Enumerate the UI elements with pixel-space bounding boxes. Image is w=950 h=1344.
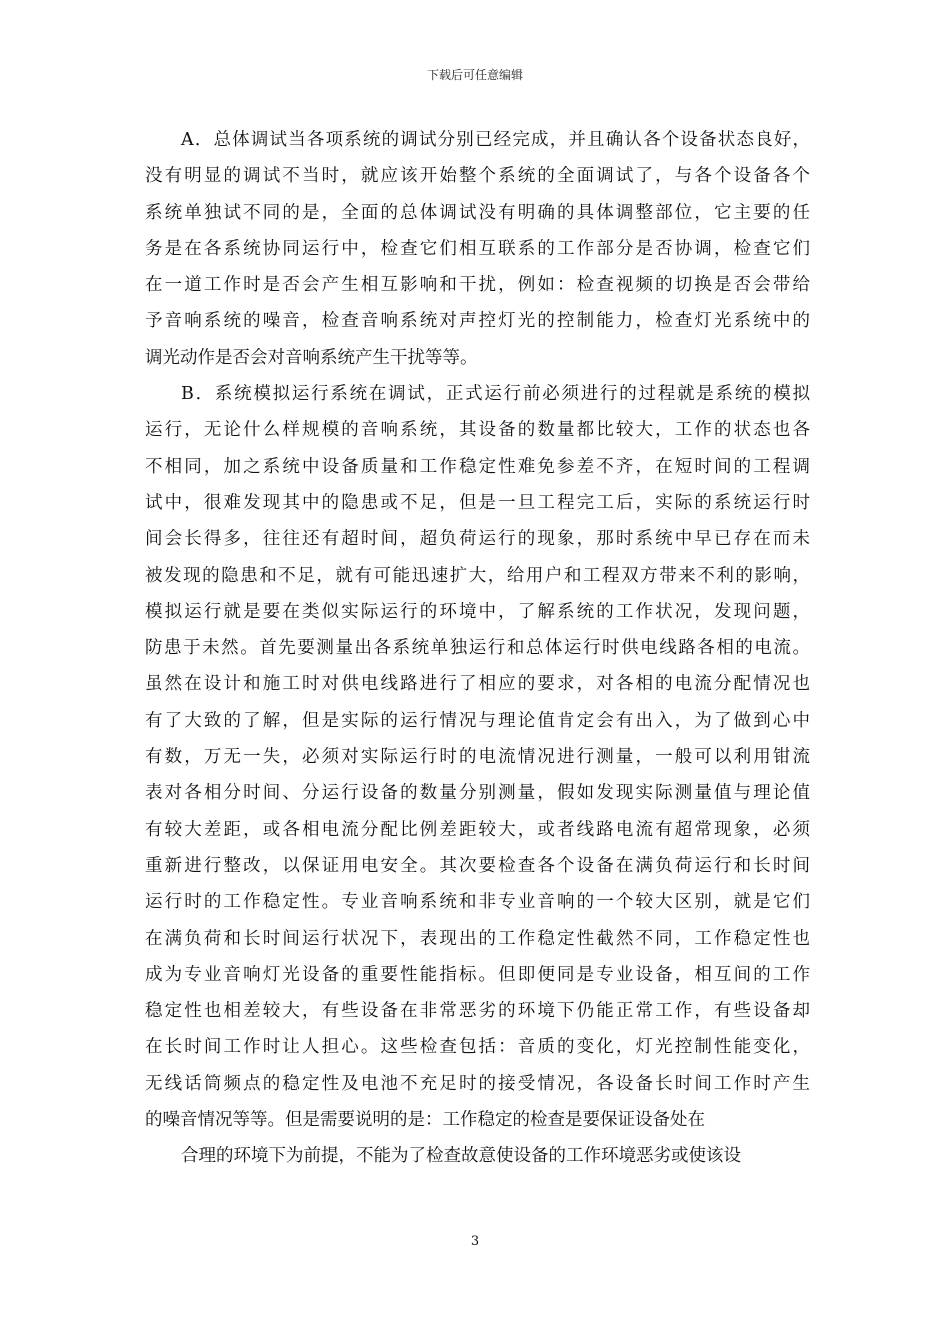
paragraph-b-line-9: 虽然在设计和施工时对供电线路进行了相应的要求，对各相的电流分配情况也: [145, 674, 810, 695]
paragraph-c-line-1: 合理的环境下为前提，不能为了检查故意使设备的工作环境恶劣或使该设: [181, 1146, 741, 1167]
paragraph-b-line-19: 在长时间工作时让人担心。这些检查包括：音质的变化，灯光控制性能变化，: [145, 1037, 810, 1058]
paragraph-b-line-16: 在满负荷和长时间运行状况下，表现出的工作稳定性截然不同，工作稳定性也: [145, 928, 810, 949]
paragraph-a-line-3: 系统单独试不同的是，全面的总体调试没有明确的具体调整部位，它主要的任: [145, 202, 810, 223]
paragraph-b-line-2: 运行，无论什么样规模的音响系统，其设备的数量都比较大，工作的状态也各: [145, 420, 810, 441]
paragraph-b-line-1: B．系统模拟运行系统在调试，正式运行前必须进行的过程就是系统的模拟: [181, 384, 810, 405]
paragraph-b-line-11: 有数，万无一失，必须对实际运行时的电流情况进行测量，一般可以利用钳流: [145, 747, 810, 768]
paragraph-b-line-13: 有较大差距，或各相电流分配比例差距较大，或者线路电流有超常现象，必须: [145, 819, 810, 840]
paragraph-b-line-21: 的噪音情况等等。但是需要说明的是：工作稳定的检查是要保证设备处在: [145, 1110, 705, 1131]
paragraph-b-line-4: 试中，很难发现其中的隐患或不足，但是一旦工程完工后，实际的系统运行时: [145, 492, 810, 513]
page-number: 3: [470, 1234, 480, 1249]
paragraph-b-line-6: 被发现的隐患和不足，就有可能迅速扩大，给用户和工程双方带来不利的影响，: [145, 565, 810, 586]
paragraph-a-line-7: 调光动作是否会对音响系统产生干扰等等。: [145, 347, 478, 368]
paragraph-a-line-6: 予音响系统的噪音，检查音响系统对声控灯光的控制能力，检查灯光系统中的: [145, 311, 810, 332]
paragraph-b-line-5: 间会长得多，往往还有超时间，超负荷运行的现象，那时系统中早已存在而未: [145, 529, 810, 550]
paragraph-b-line-3: 不相同，加之系统中设备质量和工作稳定性难免参差不齐，在短时间的工程调: [145, 456, 810, 477]
paragraph-b-line-12: 表对各相分时间、分运行设备的数量分别测量，假如发现实际测量值与理论值: [145, 783, 810, 804]
paragraph-a-line-1: A．总体调试当各项系统的调试分别已经完成，并且确认各个设备状态良好，: [181, 130, 810, 150]
document-body: [145, 122, 810, 1175]
paragraph-b-line-10: 有了大致的了解，但是实际的运行情况与理论值肯定会有出入，为了做到心中: [145, 710, 810, 731]
paragraph-b-line-15: 运行时的工作稳定性。专业音响系统和非专业音响的一个较大区别，就是它们: [145, 892, 810, 913]
paragraph-b-line-17: 成为专业音响灯光设备的重要性能指标。但即便同是专业设备，相互间的工作: [145, 964, 810, 985]
paragraph-b-line-18: 稳定性也相差较大，有些设备在非常恶劣的环境下仍能正常工作，有些设备却: [145, 1001, 810, 1022]
paragraph-b-line-7: 模拟运行就是要在类似实际运行的环境中，了解系统的工作状况，发现问题，: [145, 601, 810, 622]
paragraph-b-line-20: 无线话筒频点的稳定性及电池不充足时的接受情况，各设备长时间工作时产生: [145, 1073, 810, 1094]
paragraph-b-line-8: 防患于未然。首先要测量出各系统单独运行和总体运行时供电线路各相的电流。: [145, 638, 810, 659]
paragraph-a-line-4: 务是在各系统协同运行中，检查它们相互联系的工作部分是否协调，检查它们: [145, 238, 810, 259]
page-header: 下载后可任意编辑: [426, 68, 523, 82]
paragraph-a-line-5: 在一道工作时是否会产生相互影响和干扰，例如：检查视频的切换是否会带给: [145, 275, 810, 296]
paragraph-a-line-2: 没有明显的调试不当时，就应该开始整个系统的全面调试了，与各个设备各个: [145, 166, 810, 187]
paragraph-b-line-14: 重新进行整改，以保证用电安全。其次要检查各个设备在满负荷运行和长时间: [145, 855, 810, 876]
